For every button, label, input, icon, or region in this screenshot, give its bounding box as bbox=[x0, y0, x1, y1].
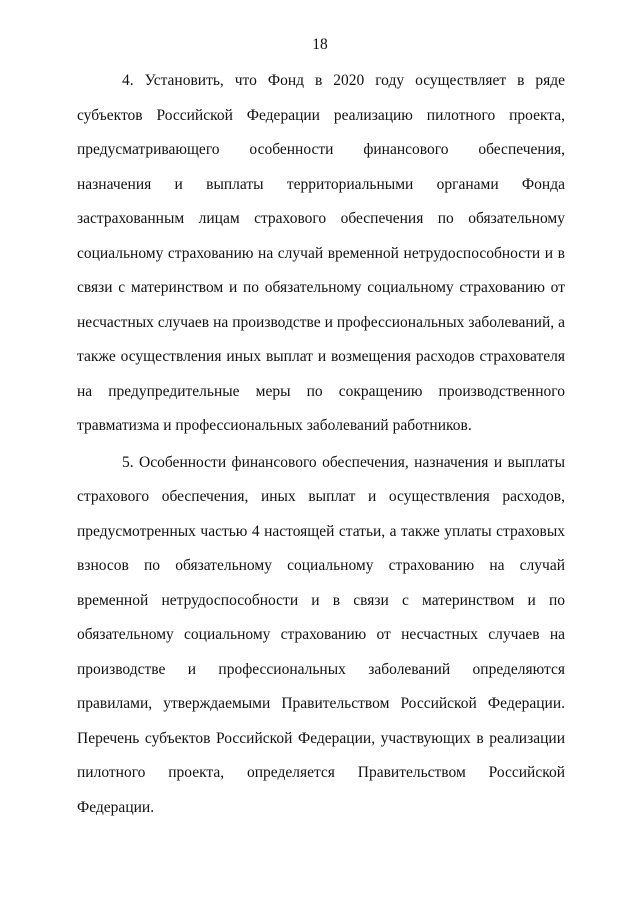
paragraph-item-4: 4. Установить, что Фонд в 2020 году осуществляет в ряде субъектов Российской Федерации реализацию пилотного проекта, предусматривающего особенности финансового обеспечения, назначения и выплаты территориальными органами Фонда застрахованным лицам страхового обеспечения по обязательному социальному страхованию на случай временной нетрудоспособности и в связи с материнством и по обязательному социальному страхованию от несчастных случаев на производстве и профессиональных заболеваний, а также осуществления иных выплат и возмещения расходов страхователя на предупредительные меры по сокращению производственного травматизма и профессиональных заболеваний работников. bbox=[77, 72, 565, 434]
page-number: 18 bbox=[312, 36, 328, 53]
document-body bbox=[77, 64, 565, 825]
paragraph-item-5: 5. Особенности финансового обеспечения, назначения и выплаты страхового обеспечения, иных выплат и осуществления расходов, предусмотренных частью 4 настоящей статьи, а также уплаты страховых взносов по обязательному социальному страхованию на случай временной нетрудоспособности и в связи с материнством и по обязательному социальному страхованию от несчастных случаев на производстве и профессиональных заболеваний определяются правилами, утверждаемыми Правительством Российской Федерации. Перечень субъектов Российской Федерации, участвующих в реализации пилотного проекта, определяется Правительством Российской Федерации. bbox=[77, 453, 565, 816]
